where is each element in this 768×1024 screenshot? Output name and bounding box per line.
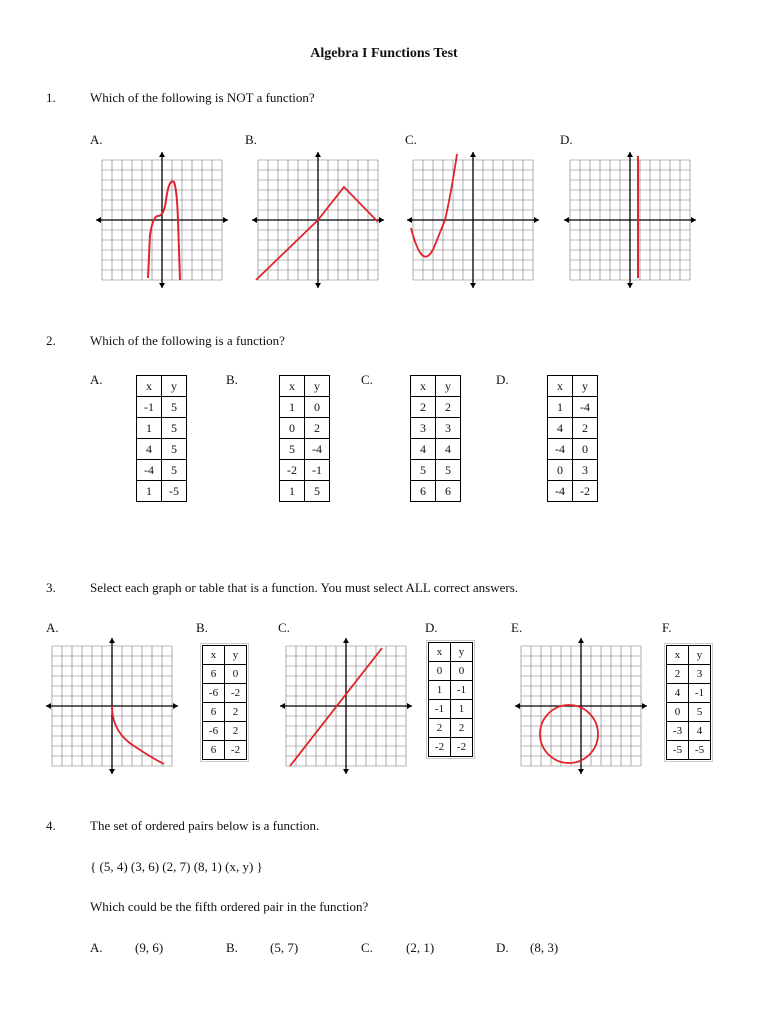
q1-graph-d [562, 150, 698, 290]
x-cell: -2 [429, 738, 451, 757]
x-cell: 4 [548, 418, 573, 439]
q1-graph-c [405, 150, 541, 290]
y-cell: 5 [162, 397, 187, 418]
x-cell: 0 [280, 418, 305, 439]
x-cell: 0 [667, 703, 689, 722]
x-cell: 1 [548, 397, 573, 418]
y-cell: 2 [225, 703, 247, 722]
y-cell: 1 [451, 700, 473, 719]
y-cell: 0 [225, 665, 247, 684]
x-cell: -6 [203, 722, 225, 741]
table-row [137, 418, 187, 439]
y-cell: -2 [573, 481, 598, 502]
x-cell: 1 [137, 418, 162, 439]
x-cell: 1 [280, 481, 305, 502]
q1-number: 1. [46, 90, 56, 105]
q2-option-d-label: D. [496, 372, 509, 387]
table-row [137, 460, 187, 481]
q3-graph-c [278, 636, 414, 776]
q3-option-f-label: F. [662, 620, 672, 635]
table-row [203, 684, 247, 703]
table-row [411, 481, 461, 502]
x-cell: 6 [203, 703, 225, 722]
q4-text: The set of ordered pairs below is a function. [90, 818, 320, 833]
table-row [411, 439, 461, 460]
q1-graph-b [250, 150, 386, 290]
x-axis-arrow [46, 703, 51, 709]
y-axis-arrow [470, 152, 476, 157]
y-cell: -4 [573, 397, 598, 418]
table-row [429, 719, 473, 738]
y-cell: y [436, 376, 461, 397]
x-cell: 4 [667, 684, 689, 703]
table-row [667, 665, 711, 684]
x-cell: 5 [280, 439, 305, 460]
y-cell: -2 [225, 684, 247, 703]
x-cell: -4 [548, 481, 573, 502]
y-cell: y [162, 376, 187, 397]
y-cell: 2 [451, 719, 473, 738]
y-cell: y [573, 376, 598, 397]
q1-option-a-label: A. [90, 132, 103, 147]
x-cell: x [203, 646, 225, 665]
x-cell: x [411, 376, 436, 397]
x-axis-arrow [534, 217, 539, 223]
table-row [411, 418, 461, 439]
y-cell: 0 [305, 397, 330, 418]
x-axis-arrow [642, 703, 647, 709]
table-header-row [667, 646, 711, 665]
table-row [548, 439, 598, 460]
q2-option-a-label: A. [90, 372, 103, 387]
table-header-row [203, 646, 247, 665]
y-cell: 0 [451, 662, 473, 681]
q2-table-d [547, 375, 598, 502]
y-axis-arrow [627, 283, 633, 288]
table-header-row [137, 376, 187, 397]
y-cell: y [225, 646, 247, 665]
y-cell: 2 [573, 418, 598, 439]
x-axis-arrow [407, 703, 412, 709]
y-cell: -1 [305, 460, 330, 481]
q3-table-f [666, 645, 711, 760]
table-row [137, 481, 187, 502]
x-cell: 1 [429, 681, 451, 700]
q3-option-a-label: A. [46, 620, 59, 635]
table-row [429, 662, 473, 681]
table-header-row [411, 376, 461, 397]
coordinate-grid [515, 638, 647, 774]
q2-table-c [410, 375, 461, 502]
y-cell: 0 [573, 439, 598, 460]
x-cell: x [548, 376, 573, 397]
x-cell: -4 [137, 460, 162, 481]
y-cell: 5 [305, 481, 330, 502]
q4-answer-d-label: D. [496, 940, 509, 955]
q3-option-c-label: C. [278, 620, 290, 635]
red-curve [112, 706, 164, 764]
y-cell: -1 [689, 684, 711, 703]
red-line [256, 187, 378, 280]
q4-answer-d-value: (8, 3) [530, 940, 559, 955]
table-row [429, 700, 473, 719]
y-cell: 3 [573, 460, 598, 481]
table-header-row [548, 376, 598, 397]
table-row [137, 439, 187, 460]
x-cell: 4 [137, 439, 162, 460]
table-row [411, 397, 461, 418]
x-cell: -6 [203, 684, 225, 703]
q2-table-a [136, 375, 187, 502]
y-cell: y [689, 646, 711, 665]
x-cell: 2 [411, 397, 436, 418]
q1-graph-a [94, 150, 230, 290]
q2-option-b-label: B. [226, 372, 238, 387]
table-row [667, 722, 711, 741]
q3-text: Select each graph or table that is a function. You must select ALL correct answers. [90, 580, 519, 595]
y-axis-arrow [343, 638, 349, 643]
y-axis-arrow [627, 152, 633, 157]
q4-question: Which could be the fifth ordered pair in the function? [90, 899, 369, 914]
y-cell: 3 [436, 418, 461, 439]
x-axis-arrow [173, 703, 178, 709]
q2-number: 2. [46, 333, 56, 348]
x-cell: x [137, 376, 162, 397]
x-cell: 0 [548, 460, 573, 481]
q3-option-b-label: B. [196, 620, 208, 635]
q3-table-d [428, 642, 473, 757]
table-row [548, 481, 598, 502]
test-title: Algebra I Functions Test [310, 46, 458, 61]
q3-option-d-label: D. [425, 620, 438, 635]
table-row [280, 460, 330, 481]
table-row [203, 665, 247, 684]
y-cell: y [305, 376, 330, 397]
x-axis-arrow [691, 217, 696, 223]
y-axis-arrow [315, 283, 321, 288]
table-row [280, 418, 330, 439]
table-row [137, 397, 187, 418]
x-axis-arrow [252, 217, 257, 223]
y-cell: 3 [689, 665, 711, 684]
x-cell: 1 [280, 397, 305, 418]
x-cell: -4 [548, 439, 573, 460]
q4-answer-b-label: B. [226, 940, 238, 955]
y-axis-arrow [578, 638, 584, 643]
coordinate-grid [96, 152, 228, 288]
x-axis-arrow [407, 217, 412, 223]
y-cell: 5 [162, 418, 187, 439]
y-axis-arrow [578, 769, 584, 774]
x-cell: x [667, 646, 689, 665]
y-axis-arrow [159, 152, 165, 157]
q4-answer-c-label: C. [361, 940, 373, 955]
table-row [203, 703, 247, 722]
q3-graph-e [513, 636, 649, 776]
x-cell: -5 [667, 741, 689, 760]
q2-table-b [279, 375, 330, 502]
y-cell: -2 [225, 741, 247, 760]
x-cell: 6 [411, 481, 436, 502]
table-row [203, 741, 247, 760]
y-cell: 4 [436, 439, 461, 460]
x-axis-arrow [515, 703, 520, 709]
y-cell: -5 [162, 481, 187, 502]
x-cell: -3 [667, 722, 689, 741]
table-row [203, 722, 247, 741]
table-row [280, 481, 330, 502]
q1-option-c-label: C. [405, 132, 417, 147]
x-axis-arrow [564, 217, 569, 223]
y-axis-arrow [159, 283, 165, 288]
x-cell: x [429, 643, 451, 662]
x-cell: 5 [411, 460, 436, 481]
y-axis-arrow [109, 638, 115, 643]
table-row [429, 681, 473, 700]
q1-option-d-label: D. [560, 132, 573, 147]
red-circle [540, 705, 598, 763]
x-cell: -1 [137, 397, 162, 418]
q1-option-b-label: B. [245, 132, 257, 147]
x-cell: 0 [429, 662, 451, 681]
q4-number: 4. [46, 818, 56, 833]
q3-option-e-label: E. [511, 620, 523, 635]
y-cell: 5 [689, 703, 711, 722]
red-curve [148, 181, 180, 280]
y-cell: y [451, 643, 473, 662]
y-cell: 5 [436, 460, 461, 481]
table-row [548, 418, 598, 439]
table-row [667, 703, 711, 722]
q2-text: Which of the following is a function? [90, 333, 285, 348]
table-row [548, 460, 598, 481]
x-axis-arrow [280, 703, 285, 709]
table-row [667, 741, 711, 760]
q3-graph-a [44, 636, 180, 776]
x-cell: -1 [429, 700, 451, 719]
y-cell: -2 [451, 738, 473, 757]
table-row [411, 460, 461, 481]
y-cell: -5 [689, 741, 711, 760]
x-axis-arrow [379, 217, 384, 223]
y-cell: 5 [162, 460, 187, 481]
table-header-row [429, 643, 473, 662]
x-axis-arrow [223, 217, 228, 223]
x-cell: 6 [203, 665, 225, 684]
y-cell: -4 [305, 439, 330, 460]
x-cell: 3 [411, 418, 436, 439]
x-cell: x [280, 376, 305, 397]
q3-number: 3. [46, 580, 56, 595]
y-axis-arrow [315, 152, 321, 157]
q1-text: Which of the following is NOT a function? [90, 90, 315, 105]
q4-answer-c-value: (2, 1) [406, 940, 435, 955]
y-axis-arrow [109, 769, 115, 774]
x-cell: 4 [411, 439, 436, 460]
y-axis-arrow [470, 283, 476, 288]
table-header-row [280, 376, 330, 397]
red-curve [411, 154, 457, 257]
y-cell: 5 [162, 439, 187, 460]
table-row [548, 397, 598, 418]
y-cell: 2 [225, 722, 247, 741]
x-cell: 1 [137, 481, 162, 502]
x-axis-arrow [96, 217, 101, 223]
x-cell: 2 [667, 665, 689, 684]
table-row [280, 439, 330, 460]
y-cell: 2 [436, 397, 461, 418]
y-cell: 4 [689, 722, 711, 741]
x-cell: -2 [280, 460, 305, 481]
coordinate-grid [564, 152, 696, 288]
x-cell: 2 [429, 719, 451, 738]
y-cell: -1 [451, 681, 473, 700]
table-row [667, 684, 711, 703]
q4-ordered-pair-set: { (5, 4) (3, 6) (2, 7) (8, 1) (x, y) } [90, 859, 263, 874]
coordinate-grid [407, 152, 539, 288]
y-cell: 6 [436, 481, 461, 502]
q4-answer-a-value: (9, 6) [135, 940, 164, 955]
q2-option-c-label: C. [361, 372, 373, 387]
q3-table-b [202, 645, 247, 760]
y-axis-arrow [343, 769, 349, 774]
x-cell: 6 [203, 741, 225, 760]
q4-answer-a-label: A. [90, 940, 103, 955]
table-row [280, 397, 330, 418]
q4-answer-b-value: (5, 7) [270, 940, 299, 955]
table-row [429, 738, 473, 757]
y-cell: 2 [305, 418, 330, 439]
